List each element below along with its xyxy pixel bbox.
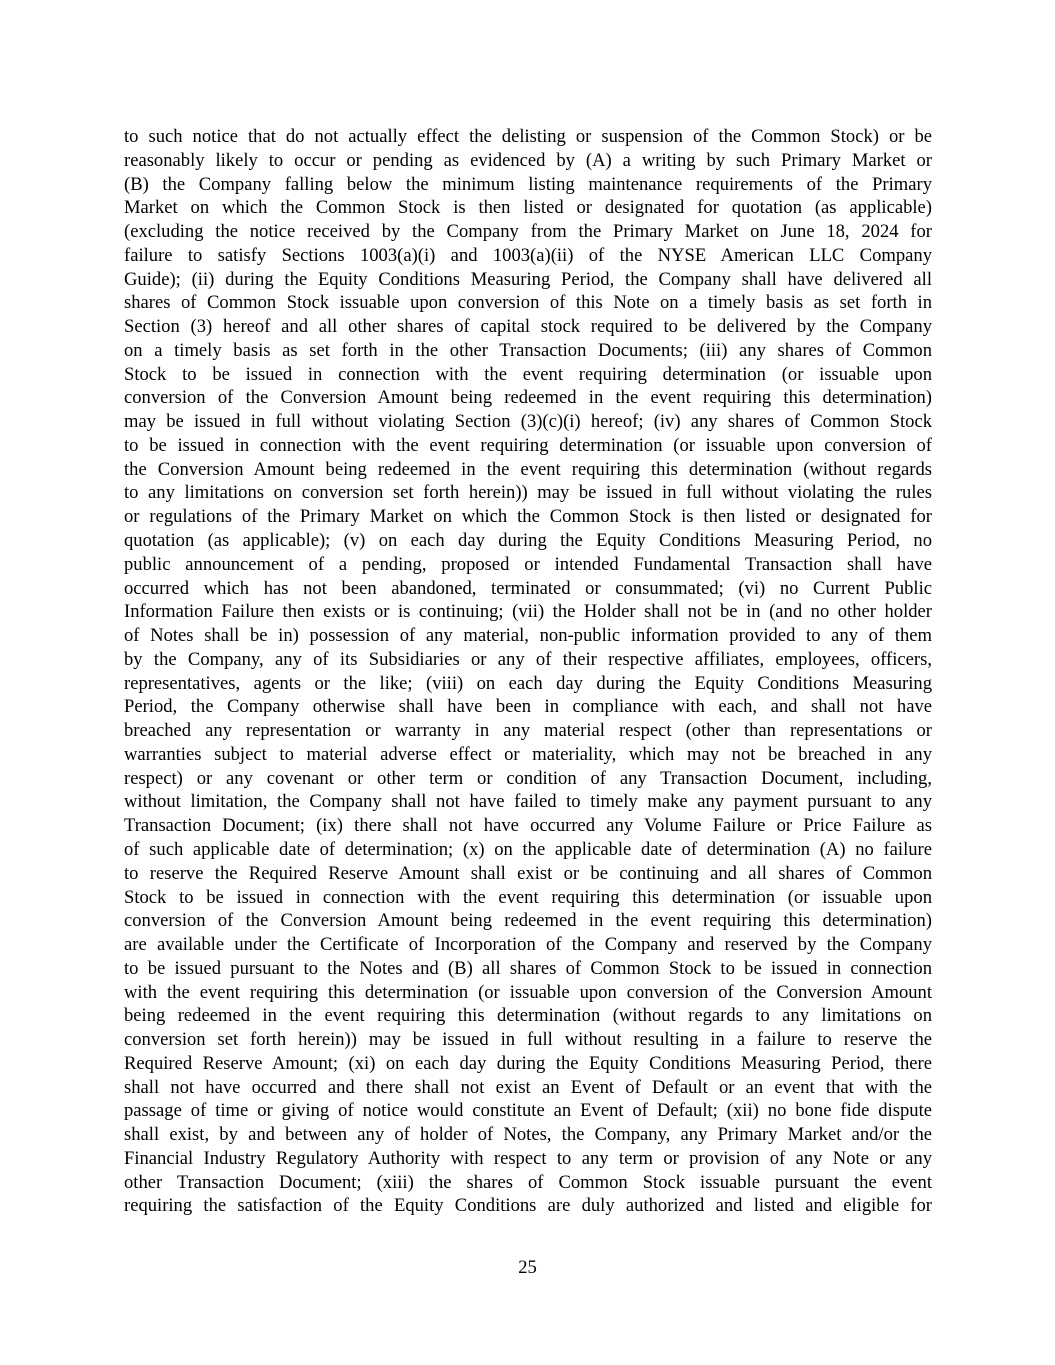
text-line: passage of time or giving of notice would constitute an Event of Default; (xii) no bone fide dispute <box>124 1100 932 1122</box>
text-line: Stock to be issued in connection with the event requiring determination (or issuable upon <box>124 363 932 385</box>
text-line: warranties subject to material adverse effect or materiality, which may not be breached in any <box>124 743 932 765</box>
text-line: without limitation, the Company shall not have failed to timely make any payment pursuant to any <box>124 791 932 813</box>
text-line: public announcement of a pending, proposed or intended Fundamental Transaction shall have <box>124 553 932 575</box>
text-line: by the Company, any of its Subsidiaries or any of their respective affiliates, employees, officers, <box>124 648 932 670</box>
text-line: reasonably likely to occur or pending as evidenced by (A) a writing by such Primary Market or <box>124 149 932 171</box>
text-line: Required Reserve Amount; (xi) on each day during the Equity Conditions Measuring Period, there <box>124 1052 932 1074</box>
text-line: Transaction Document; (ix) there shall not have occurred any Volume Failure or Price Failure as <box>124 815 932 837</box>
text-line: breached any representation or warranty in any material respect (other than representations or <box>124 720 932 742</box>
text-line: may be issued in full without violating Section (3)(c)(i) hereof; (iv) any shares of Common Stock <box>124 411 932 433</box>
text-line: shares of Common Stock issuable upon conversion of this Note on a timely basis as set forth in <box>124 292 932 314</box>
text-line: occurred which has not been abandoned, terminated or consummated; (vi) no Current Public <box>124 577 932 599</box>
text-line: requiring the satisfaction of the Equity Conditions are duly authorized and listed and eligible for <box>124 1195 932 1217</box>
text-line: Information Failure then exists or is continuing; (vii) the Holder shall not be in (and no other holder <box>124 601 932 623</box>
text-line: (B) the Company falling below the minimum listing maintenance requirements of the Primary <box>124 173 932 195</box>
text-line: Stock to be issued in connection with the event requiring this determination (or issuable upon <box>124 886 932 908</box>
text-line: Guide); (ii) during the Equity Conditions Measuring Period, the Company shall have delivered all <box>124 268 932 290</box>
text-line: conversion set forth herein)) may be issued in full without resulting in a failure to reserve the <box>124 1029 932 1051</box>
text-line: Market on which the Common Stock is then listed or designated for quotation (as applicable) <box>124 197 932 219</box>
text-line: of such applicable date of determination; (x) on the applicable date of determination (A) no failure <box>124 838 932 860</box>
text-line: conversion of the Conversion Amount being redeemed in the event requiring this determination) <box>124 387 932 409</box>
text-line: to any limitations on conversion set forth herein)) may be issued in full without violating the rules <box>124 482 932 504</box>
text-line: quotation (as applicable); (v) on each day during the Equity Conditions Measuring Period, no <box>124 530 932 552</box>
text-line: other Transaction Document; (xiii) the shares of Common Stock issuable pursuant the event <box>124 1171 932 1193</box>
text-line: to reserve the Required Reserve Amount shall exist or be continuing and all shares of Common <box>124 862 932 884</box>
text-line: with the event requiring this determination (or issuable upon conversion of the Conversion Amount <box>124 981 932 1003</box>
text-line: on a timely basis as set forth in the other Transaction Documents; (iii) any shares of Common <box>124 339 932 361</box>
text-line: conversion of the Conversion Amount being redeemed in the event requiring this determination) <box>124 910 932 932</box>
page-number: 25 <box>518 1257 537 1278</box>
text-line: are available under the Certificate of Incorporation of the Company and reserved by the Company <box>124 934 932 956</box>
text-line: to be issued in connection with the event requiring determination (or issuable upon conversion of <box>124 434 932 456</box>
text-line: respect) or any covenant or other term or condition of any Transaction Document, including, <box>124 767 932 789</box>
text-line: to be issued pursuant to the Notes and (B) all shares of Common Stock to be issued in connection <box>124 957 932 979</box>
text-line: Period, the Company otherwise shall have been in compliance with each, and shall not have <box>124 696 932 718</box>
text-line: Section (3) hereof and all other shares of capital stock required to be delivered by the Company <box>124 316 932 338</box>
text-line: to such notice that do not actually effect the delisting or suspension of the Common Stock) or be <box>124 126 932 147</box>
text-line: Financial Industry Regulatory Authority with respect to any term or provision of any Note or any <box>124 1147 932 1169</box>
text-line: of Notes shall be in) possession of any material, non-public information provided to any of them <box>124 625 932 647</box>
text-line: shall not have occurred and there shall not exist an Event of Default or an event that with the <box>124 1076 932 1098</box>
text-line: the Conversion Amount being redeemed in the event requiring this determination (without regards <box>124 458 932 480</box>
text-line: failure to satisfy Sections 1003(a)(i) and 1003(a)(ii) of the NYSE American LLC Company <box>124 244 932 266</box>
text-line: shall exist, by and between any of holder of Notes, the Company, any Primary Market and/or the <box>124 1124 932 1146</box>
body-paragraph <box>124 125 932 1218</box>
text-line: (excluding the notice received by the Company from the Primary Market on June 18, 2024 for <box>124 221 932 243</box>
text-line: representatives, agents or the like; (viii) on each day during the Equity Conditions Measuring <box>124 672 932 694</box>
text-line: or regulations of the Primary Market on which the Common Stock is then listed or designated for <box>124 506 932 528</box>
text-line: being redeemed in the event requiring this determination (without regards to any limitations on <box>124 1005 932 1027</box>
